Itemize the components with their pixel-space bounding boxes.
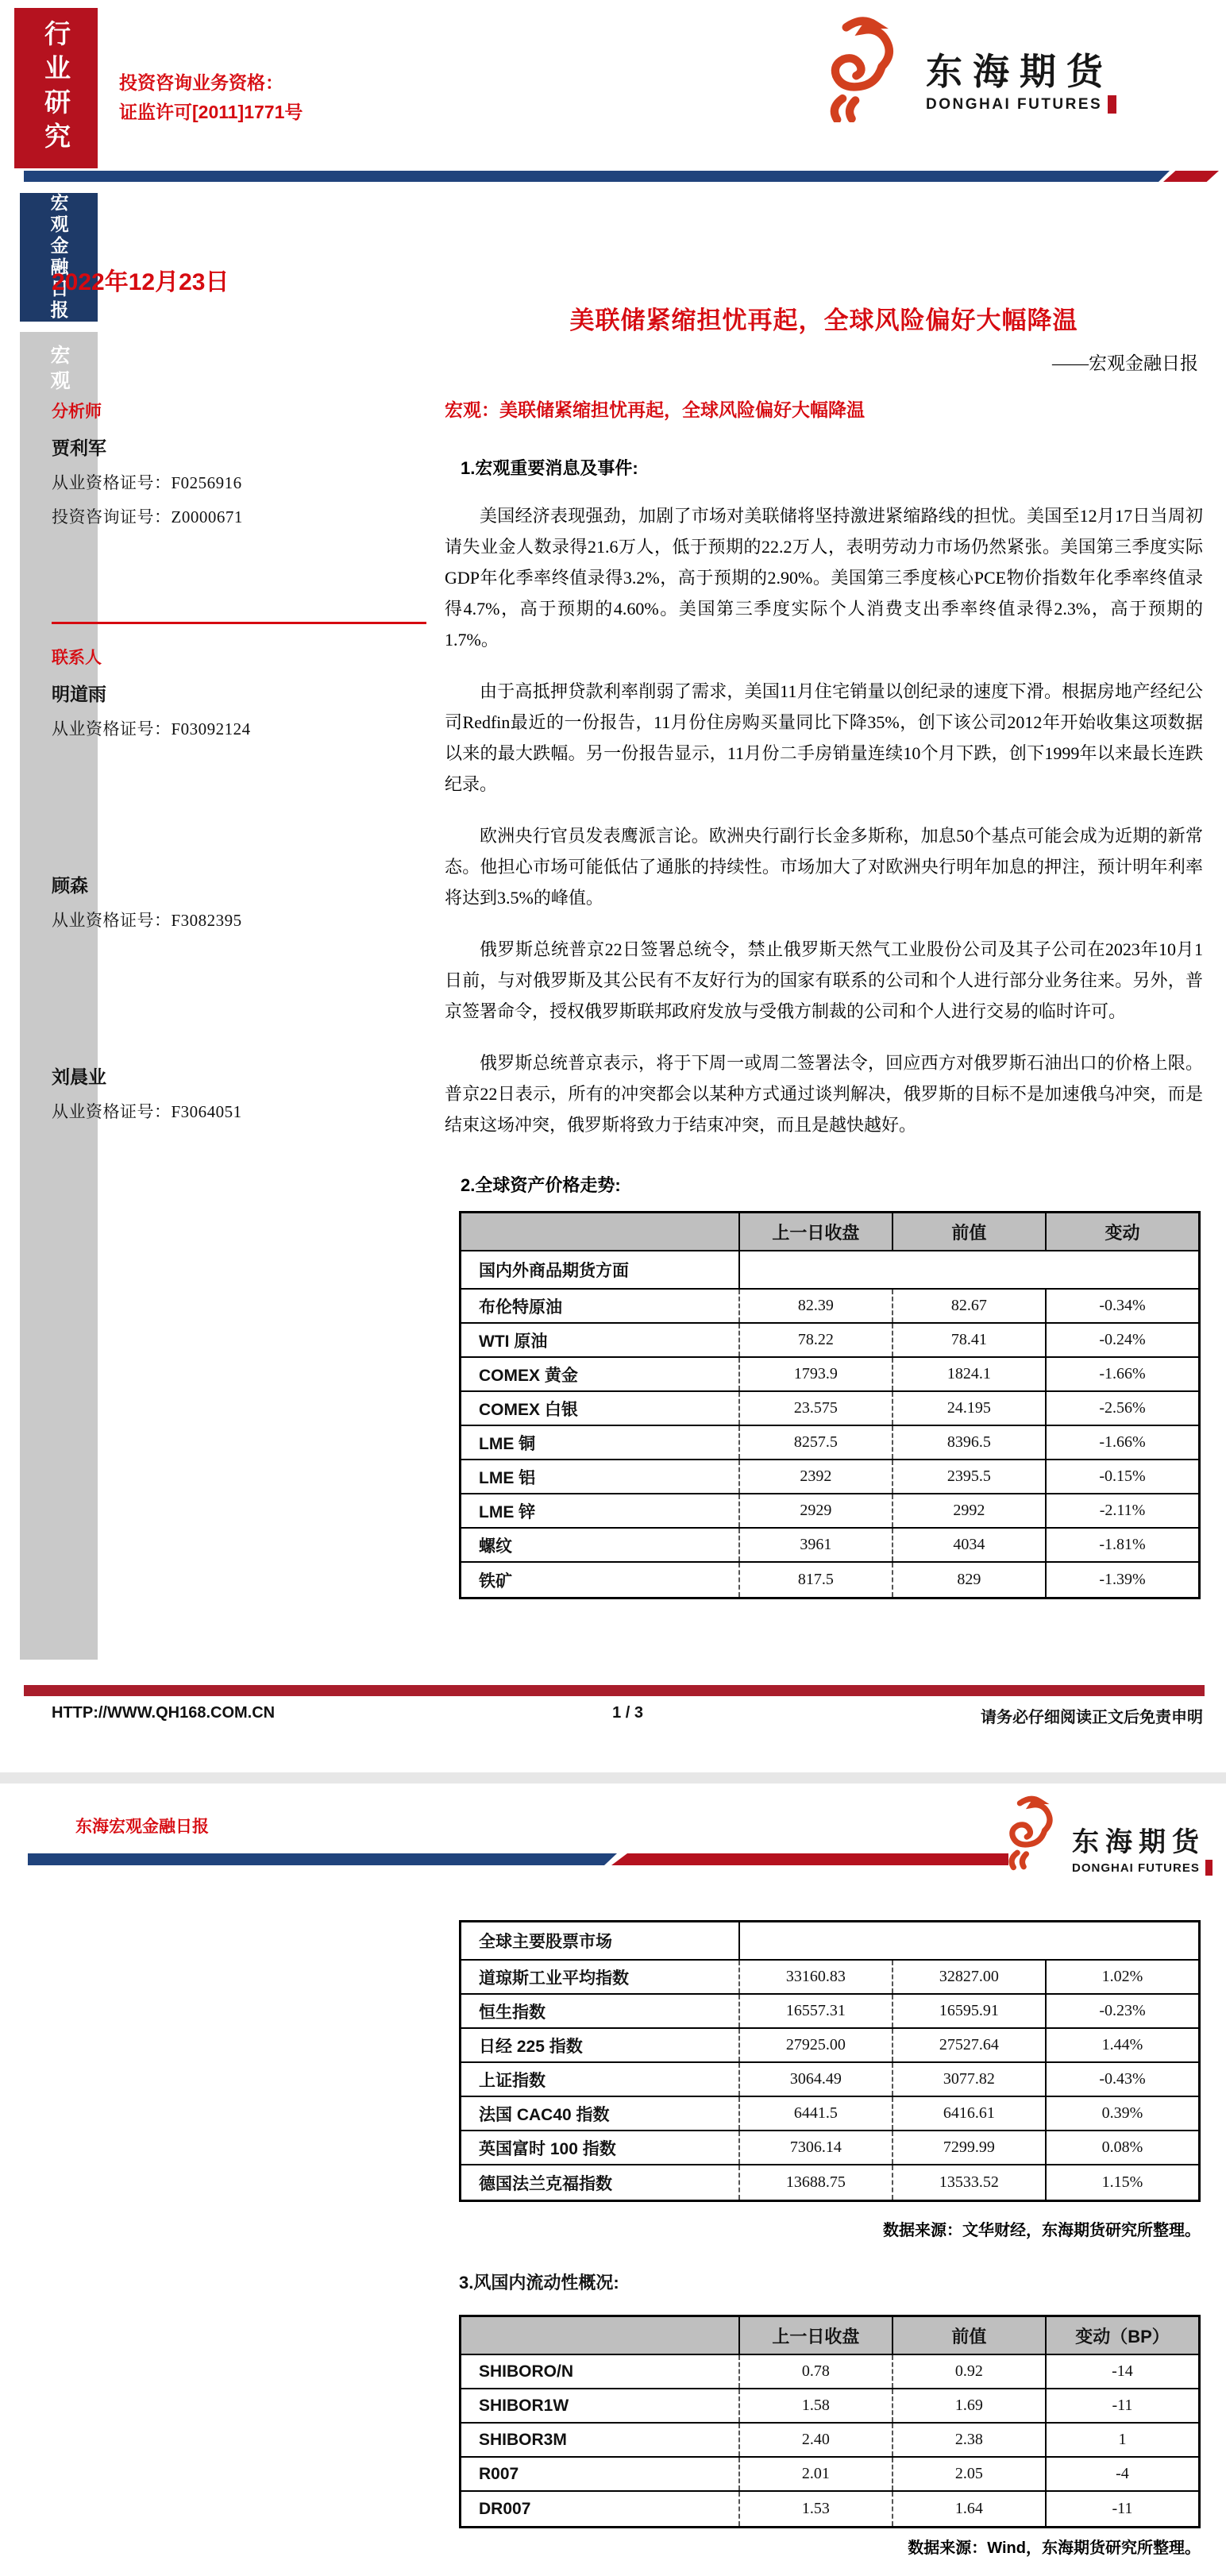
- table-row: [461, 2131, 1198, 2165]
- table-header-row: [461, 2317, 1198, 2355]
- section-label: 国内外商品期货方面: [461, 1251, 740, 1288]
- cell-value: 78.22: [740, 1324, 893, 1356]
- table-row: [461, 1494, 1198, 1529]
- cell-value: -1.39%: [1099, 1571, 1146, 1588]
- cell-value: 7299.99: [893, 2131, 1047, 2164]
- analyst-column: [52, 399, 426, 1123]
- cell-value: 27925.00: [740, 2029, 893, 2061]
- logo-en-label: DONGHAI FUTURES: [1072, 1861, 1200, 1875]
- dragon-logo-icon: [818, 13, 915, 122]
- cell-value: 13533.52: [893, 2165, 1047, 2200]
- cell-label: LME 锌: [461, 1494, 740, 1527]
- analyst-cert-1: 从业资格证号：F0256916: [52, 473, 242, 492]
- donghai-futures-logo: [818, 13, 1116, 122]
- contact-label: 联系人: [52, 649, 102, 667]
- logo-text: [926, 13, 1116, 114]
- cell-value: 1.15%: [1101, 2173, 1143, 2191]
- cell-value: -11: [1112, 2397, 1133, 2414]
- cell-value: 24.195: [893, 1392, 1047, 1425]
- table-body: [461, 1290, 1198, 1597]
- cell-value: -0.15%: [1099, 1467, 1146, 1485]
- cell-value: 2.05: [893, 2458, 1047, 2490]
- cell-value: 82.39: [740, 1290, 893, 1322]
- cell-value: 2.40: [740, 2424, 893, 2456]
- table-body: [461, 1961, 1198, 2200]
- header-rule-bar-red-wedge: [1163, 171, 1219, 182]
- asset-prices-table: [459, 1211, 1201, 1599]
- header-cell: 变动（BP）: [1075, 2326, 1170, 2347]
- cell-value: 2392: [740, 1460, 893, 1493]
- cell-value: 1: [1118, 2431, 1127, 2448]
- footer-url: HTTP://WWW.QH168.COM.CN: [52, 1704, 276, 1722]
- qualification-line2: 证监许可[2011]1771号: [119, 102, 303, 122]
- table-row: [461, 1460, 1198, 1494]
- cell-value: 0.08%: [1101, 2138, 1143, 2156]
- footer-disclaimer: 请务必仔细阅读正文后免责申明: [981, 1709, 1203, 1726]
- contact-cert: 从业资格证号：F03092124: [52, 719, 251, 738]
- page2-rule-bar-blue: [28, 1853, 617, 1865]
- qualification-line1: 投资咨询业务资格：: [119, 72, 283, 93]
- header-cell: [461, 2317, 740, 2354]
- cell-value: 1.53: [740, 2492, 893, 2526]
- cell-value: 13688.75: [740, 2165, 893, 2200]
- table-row: [461, 1290, 1198, 1324]
- contact-name: 刘晨业: [52, 1066, 106, 1087]
- table-row: [461, 2424, 1198, 2458]
- cell-label: COMEX 白银: [461, 1392, 740, 1425]
- table-row: [461, 1426, 1198, 1460]
- cell-value: 16595.91: [893, 1995, 1047, 2027]
- cell-value: -2.56%: [1099, 1399, 1146, 1417]
- cell-value: 8396.5: [893, 1426, 1047, 1459]
- body-paragraph: 欧洲央行官员发表鹰派言论。欧洲央行副行长金多斯称，加息50个基点可能会成为近期的新常态。他担心市场可能低估了通胀的持续性。市场加大了对欧洲央行明年加息的押注，预计明年利率将达到3.5%的峰值。: [445, 826, 1203, 908]
- cell-label: R007: [461, 2458, 740, 2490]
- cell-value: 1824.1: [893, 1358, 1047, 1390]
- logo-en-text: [926, 95, 1116, 114]
- qualification-text: [119, 68, 303, 127]
- table-header-row: [461, 1213, 1198, 1251]
- cell-value: 3077.82: [893, 2063, 1047, 2096]
- table-row: [461, 2097, 1198, 2131]
- logo-en-text: [1072, 1860, 1213, 1876]
- cell-label: 铁矿: [461, 1563, 740, 1597]
- cell-label: 恒生指数: [461, 1995, 740, 2027]
- page-footer: [52, 1704, 1203, 1727]
- body-paragraph: 俄罗斯总统普京22日签署总统令，禁止俄罗斯天然气工业股份公司及其子公司在2023年10月1日前，与对俄罗斯及其公民有不友好行为的国家有联系的公司和个人进行部分业务往来。另外，普京签署命令，授权俄罗斯联邦政府发放与受俄方制裁的公司和个人进行交易的临时许可。: [445, 939, 1203, 1021]
- cell-value: -1.81%: [1099, 1536, 1146, 1553]
- table-row: [461, 1324, 1198, 1358]
- cell-label: 布伦特原油: [461, 1290, 740, 1322]
- table-body: [461, 2355, 1198, 2526]
- body-paragraph: 俄罗斯总统普京表示，将于下周一或周二签署法令，回应西方对俄罗斯石油出口的价格上限。普京22日表示，所有的冲突都会以某种方式通过谈判解决，俄罗斯的目标不是加速俄乌冲突，而是结束这场冲突，俄罗斯将致力于结束冲突，而且是越快越好。: [445, 1053, 1203, 1135]
- cell-value: -1.66%: [1099, 1433, 1146, 1451]
- industry-research-badge-text: 行业研究: [41, 20, 71, 156]
- contact-name: 顾森: [52, 875, 88, 896]
- header-cell: 上一日收盘: [740, 1213, 893, 1250]
- cell-value: 1.44%: [1101, 2036, 1143, 2053]
- table-row: [461, 1529, 1198, 1563]
- cell-value: 2.01: [740, 2458, 893, 2490]
- table-row: [461, 1995, 1198, 2029]
- cell-label: 英国富时 100 指数: [461, 2131, 740, 2164]
- table-row: [461, 2492, 1198, 2526]
- cell-label: SHIBOR1W: [461, 2389, 740, 2422]
- cell-value: -14: [1112, 2362, 1133, 2380]
- cell-label: LME 铜: [461, 1426, 740, 1459]
- cell-label: 上证指数: [461, 2063, 740, 2096]
- cell-value: 2992: [893, 1494, 1047, 1527]
- cell-label: 法国 CAC40 指数: [461, 2097, 740, 2130]
- empty-cell: [893, 1251, 1045, 1288]
- cell-value: 33160.83: [740, 1961, 893, 1993]
- cell-value: -0.24%: [1099, 1331, 1146, 1348]
- dragon-logo-icon: [1002, 1788, 1066, 1874]
- cell-value: 1.58: [740, 2389, 893, 2422]
- table-row: [461, 1358, 1198, 1392]
- table-row: [461, 2389, 1198, 2424]
- sidebar-report-badge-text: 宏观金融日报: [48, 193, 69, 322]
- table-section-row: [461, 1251, 1198, 1290]
- analyst-label: 分析师: [52, 403, 102, 421]
- cell-value: -11: [1112, 2500, 1133, 2517]
- report-title: 美联储紧缩担忧再起，全球风险偏好大幅降温: [569, 307, 1078, 334]
- cell-value: 32827.00: [893, 1961, 1047, 1993]
- report-date: 2022年12月23日: [52, 269, 229, 295]
- cell-value: -2.11%: [1099, 1502, 1146, 1519]
- cell-value: 1.64: [893, 2492, 1047, 2526]
- body-paragraph: 美国经济表现强劲，加剧了市场对美联储将坚持激进紧缩路线的担忧。美国至12月17日当周初请失业金人数录得21.6万人，低于预期的22.2万人，表明劳动力市场仍然紧张。美国第三季度实际GDP年化季率终值录得3.2%，高于预期的2.90%。美国第三季度核心PCE物价指数年化季率终值录得4.7%，高于预期的4.60%。美国第三季度实际个人消费支出季率终值录得2.3%，高于预期的1.7%。: [445, 506, 1203, 650]
- table-row: [461, 2029, 1198, 2063]
- table-section-row: [461, 1922, 1198, 1961]
- logo-cn-text: 东海期货: [926, 52, 1113, 92]
- analyst-cert-2: 投资咨询证号：Z0000671: [52, 507, 243, 526]
- empty-cell: [740, 1251, 893, 1288]
- liquidity-source-note: 数据来源：Wind，东海期货研究所整理。: [908, 2539, 1201, 2557]
- stock-markets-table: [459, 1920, 1201, 2202]
- cell-value: 1.02%: [1101, 1968, 1143, 1985]
- cell-value: 27527.64: [893, 2029, 1047, 2061]
- cell-value: 0.39%: [1101, 2104, 1143, 2122]
- section-1-heading: 1.宏观重要消息及事件:: [461, 458, 638, 478]
- cell-value: 4034: [893, 1529, 1047, 1561]
- stocks-source-note: 数据来源：文华财经，东海期货研究所整理。: [883, 2222, 1201, 2239]
- industry-research-badge: [14, 8, 98, 168]
- cell-value: 7306.14: [740, 2131, 893, 2164]
- donghai-futures-logo: [1002, 1788, 1213, 1876]
- cell-label: 螺纹: [461, 1529, 740, 1561]
- cell-value: -0.34%: [1099, 1297, 1146, 1314]
- cell-value: 82.67: [893, 1290, 1047, 1322]
- cell-label: 日经 225 指数: [461, 2029, 740, 2061]
- main-content-column: [445, 300, 1203, 1599]
- sidebar-report-badge: [20, 193, 98, 322]
- contact-cert: 从业资格证号：F3064051: [52, 1102, 242, 1121]
- cell-label: 道琼斯工业平均指数: [461, 1961, 740, 1993]
- header-rule-bar: [24, 171, 1170, 182]
- cell-label: LME 铝: [461, 1460, 740, 1493]
- cell-value: 0.78: [740, 2355, 893, 2388]
- table-row: [461, 1563, 1198, 1597]
- cell-label: DR007: [461, 2492, 740, 2526]
- cell-value: 78.41: [893, 1324, 1047, 1356]
- header-cell: 变动: [1105, 1222, 1140, 1243]
- logo-en-label: DONGHAI FUTURES: [926, 95, 1103, 113]
- cell-label: WTI 原油: [461, 1324, 740, 1356]
- cell-value: 16557.31: [740, 1995, 893, 2027]
- contact-cert: 从业资格证号：F3082395: [52, 911, 242, 930]
- cell-label: 德国法兰克福指数: [461, 2165, 740, 2200]
- cell-value: 23.575: [740, 1392, 893, 1425]
- cell-value: -0.43%: [1099, 2070, 1146, 2088]
- logo-cn-text: 东海期货: [1072, 1828, 1205, 1857]
- section-2-heading: 2.全球资产价格走势:: [461, 1175, 621, 1195]
- header-cell: 前值: [893, 2317, 1047, 2354]
- header-cell: 上一日收盘: [740, 2317, 893, 2354]
- table-row: [461, 2165, 1198, 2200]
- empty-cell: [1046, 1251, 1198, 1288]
- cell-value: -4: [1116, 2465, 1129, 2482]
- header-cell: 前值: [893, 1213, 1047, 1250]
- cell-label: SHIBORO/N: [461, 2355, 740, 2388]
- logo-red-chip: [1108, 95, 1116, 114]
- footer-rule-bar: [24, 1685, 1205, 1696]
- section-3-heading: 3.风国内流动性概况:: [459, 2273, 619, 2293]
- sidebar-section-badge-text: 宏观: [48, 345, 70, 395]
- page-separator: [0, 1772, 1226, 1784]
- table-row: [461, 1961, 1198, 1995]
- cell-value: 2.38: [893, 2424, 1047, 2456]
- body-paragraph: 由于高抵押贷款利率削弱了需求，美国11月住宅销量以创纪录的速度下滑。根据房地产经纪公司Redfin最近的一份报告，11月份住房购买量同比下降35%，创下该公司2012年开始收集这项数据以来的最大跌幅。另一份报告显示，11月份二手房销量连续10个月下跌，创下1999年以来最长连跌纪录。: [445, 681, 1203, 794]
- cell-value: 6441.5: [740, 2097, 893, 2130]
- cell-value: 3961: [740, 1529, 893, 1561]
- cell-label: COMEX 黄金: [461, 1358, 740, 1390]
- cell-value: 817.5: [740, 1563, 893, 1597]
- empty-cell: [1046, 1922, 1198, 1959]
- macro-summary-heading: 宏观：美联储紧缩担忧再起，全球风险偏好大幅降温: [445, 399, 865, 420]
- cell-value: -0.23%: [1099, 2002, 1146, 2019]
- cell-value: 2929: [740, 1494, 893, 1527]
- table-row: [461, 2355, 1198, 2389]
- table-row: [461, 2458, 1198, 2492]
- empty-cell: [740, 1922, 893, 1959]
- cell-value: 0.92: [893, 2355, 1047, 2388]
- report-subtitle: ——宏观金融日报: [1052, 353, 1198, 373]
- cell-value: 829: [893, 1563, 1047, 1597]
- cell-value: 1.69: [893, 2389, 1047, 2422]
- section-label: 全球主要股票市场: [461, 1922, 740, 1959]
- cell-label: SHIBOR3M: [461, 2424, 740, 2456]
- liquidity-table: [459, 2315, 1201, 2528]
- cell-value: 2395.5: [893, 1460, 1047, 1493]
- cell-value: 3064.49: [740, 2063, 893, 2096]
- page2-header-title: 东海宏观金融日报: [75, 1818, 209, 1836]
- red-divider-line: [52, 622, 426, 624]
- table-row: [461, 2063, 1198, 2097]
- cell-value: 6416.61: [893, 2097, 1047, 2130]
- cell-value: 8257.5: [740, 1426, 893, 1459]
- footer-page-indicator: 1 / 3: [612, 1704, 644, 1722]
- logo-red-chip: [1205, 1860, 1213, 1876]
- header-cell: [461, 1213, 740, 1250]
- cell-value: 1793.9: [740, 1358, 893, 1390]
- contact-name: 明道雨: [52, 684, 106, 704]
- cell-value: -1.66%: [1099, 1365, 1146, 1382]
- empty-cell: [893, 1922, 1045, 1959]
- analyst-name: 贾利军: [52, 438, 106, 458]
- table-row: [461, 1392, 1198, 1426]
- page2-rule-bar-red: [611, 1853, 1008, 1865]
- logo-text: [1072, 1788, 1213, 1876]
